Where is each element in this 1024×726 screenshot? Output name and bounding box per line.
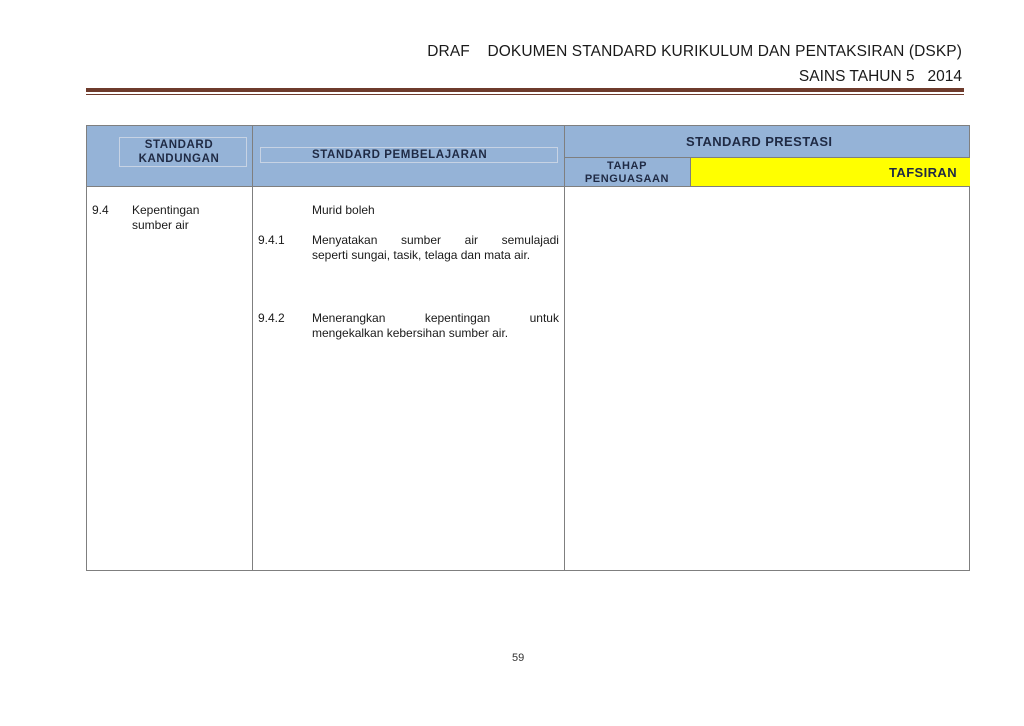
learning-item-line2: mengekalkan kebersihan sumber air. [312, 325, 509, 340]
column-divider-2 [564, 125, 565, 571]
learning-word: untuk [529, 311, 559, 325]
header-kandungan-line2: KANDUNGAN [138, 153, 220, 165]
learning-word: kepentingan [424, 311, 491, 325]
document-header-subtitle: SAINS TAHUN 5 2014 [798, 68, 962, 85]
header-standard-pembelajaran: STANDARD PEMBELAJARAN [312, 149, 488, 161]
learning-item-line1 [312, 311, 559, 326]
learning-item-text [312, 311, 559, 340]
header-tafsiran-cell [690, 157, 970, 186]
header-rule-thick [86, 88, 964, 92]
header-rule-thin [86, 94, 964, 95]
header-kandungan-line1: STANDARD [144, 139, 214, 151]
learning-item-line2: seperti sungai, tasik, telaga dan mata air. [312, 247, 531, 262]
curriculum-table [86, 125, 970, 571]
learning-item-text [312, 233, 559, 262]
content-code: 9.4 [92, 203, 109, 217]
learning-item-code: 9.4.2 [258, 311, 285, 325]
header-standard-kandungan [119, 138, 239, 166]
learning-item-code: 9.4.1 [258, 233, 285, 247]
learning-word: air [464, 233, 478, 247]
header-tafsiran: TAFSIRAN [889, 165, 957, 180]
content-title [132, 203, 199, 232]
content-title-line1: Kepentingan [132, 203, 200, 217]
content-title-line2: sumber air [132, 217, 189, 232]
learning-word: Menerangkan [312, 311, 386, 325]
table-outer-border [86, 125, 970, 571]
page-number: 59 [512, 652, 525, 664]
learning-item-line1 [312, 233, 559, 248]
header-tahap-penguasaan [566, 160, 688, 186]
learning-intro: Murid boleh [312, 203, 375, 217]
column-divider-1 [252, 125, 253, 571]
header-tahap-line2: PENGUASAAN [584, 173, 670, 185]
header-bottom-rule [86, 186, 970, 187]
header-standard-prestasi: STANDARD PRESTASI [686, 134, 833, 149]
header-tahap-line1: TAHAP [606, 160, 648, 172]
learning-word: Menyatakan [312, 233, 378, 247]
learning-word: semulajadi [501, 233, 559, 247]
learning-word: sumber [401, 233, 442, 247]
document-header-title: DRAF DOKUMEN STANDARD KURIKULUM DAN PENTAKSIRAN (DSKP) [427, 43, 962, 60]
